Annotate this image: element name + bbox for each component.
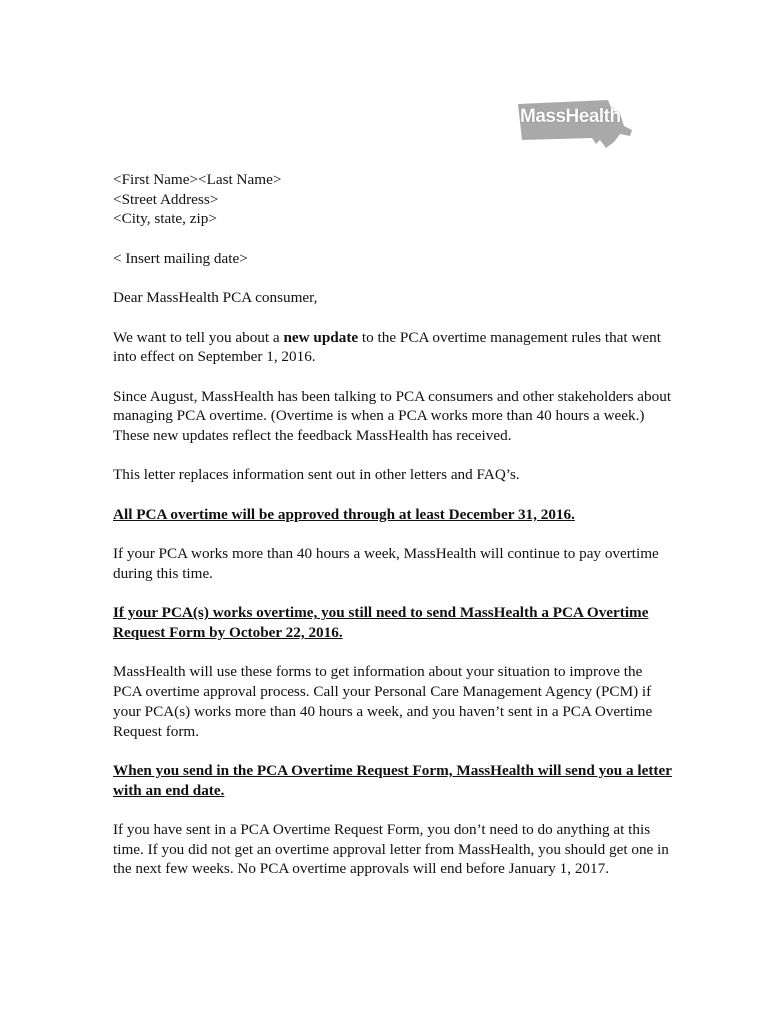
intro-bold: new update xyxy=(283,328,359,346)
heading-send-form: If your PCA(s) works overtime, you still need to send MassHealth a PCA Overtime Request Form by October 22, 2016. xyxy=(113,604,649,642)
intro-paragraph xyxy=(113,328,673,367)
mailing-date: < Insert mailing date> xyxy=(113,249,248,267)
replaces-paragraph: This letter replaces information sent out in other letters and FAQ’s. xyxy=(113,466,520,484)
intro-text-after: to the PCA overtime management rules that went into effect on September 1, 2016. xyxy=(113,328,661,366)
salutation: Dear MassHealth PCA consumer, xyxy=(113,289,318,307)
background-paragraph: Since August, MassHealth has been talking to PCA consumers and other stakeholders about managing PCA overtime. (Overtime is when a PCA works more than 40 hours a week.) These new updates reflect the feedback MassHealth has received. xyxy=(113,387,672,445)
heading-end-date: When you send in the PCA Overtime Request Form, MassHealth will send you a letter with an end date. xyxy=(113,761,672,799)
already-sent-paragraph: If you have sent in a PCA Overtime Request Form, you don’t need to do anything at this time. If you did not get an overtime approval letter from MassHealth, you should get one in the next few weeks. No PCA overtime approvals will end before January 1, 2017. xyxy=(113,821,669,878)
forms-use-paragraph: MassHealth will use these forms to get information about your situation to improve the PCA overtime approval process. Call your Personal Care Management Agency (PCM) if your PCA(s) works more than 40 hours a week, and you haven’t sent in a PCA Overtime Request form. xyxy=(113,663,653,740)
recipient-name: <First Name><Last Name> xyxy=(113,171,282,188)
letter-body xyxy=(113,170,673,899)
city-state-zip: <City, state, zip> xyxy=(113,210,217,228)
heading-approved-through: All PCA overtime will be approved through at least December 31, 2016. xyxy=(113,505,575,523)
intro-text-before: We want to tell you about a xyxy=(113,328,284,346)
address-block xyxy=(113,170,673,229)
masshealth-logo xyxy=(516,96,636,156)
continue-pay-paragraph: If your PCA works more than 40 hours a week, MassHealth will continue to pay overtime during this time. xyxy=(113,545,659,582)
street-address: <Street Address> xyxy=(113,190,219,208)
logo-text: MassHealth xyxy=(520,106,621,127)
